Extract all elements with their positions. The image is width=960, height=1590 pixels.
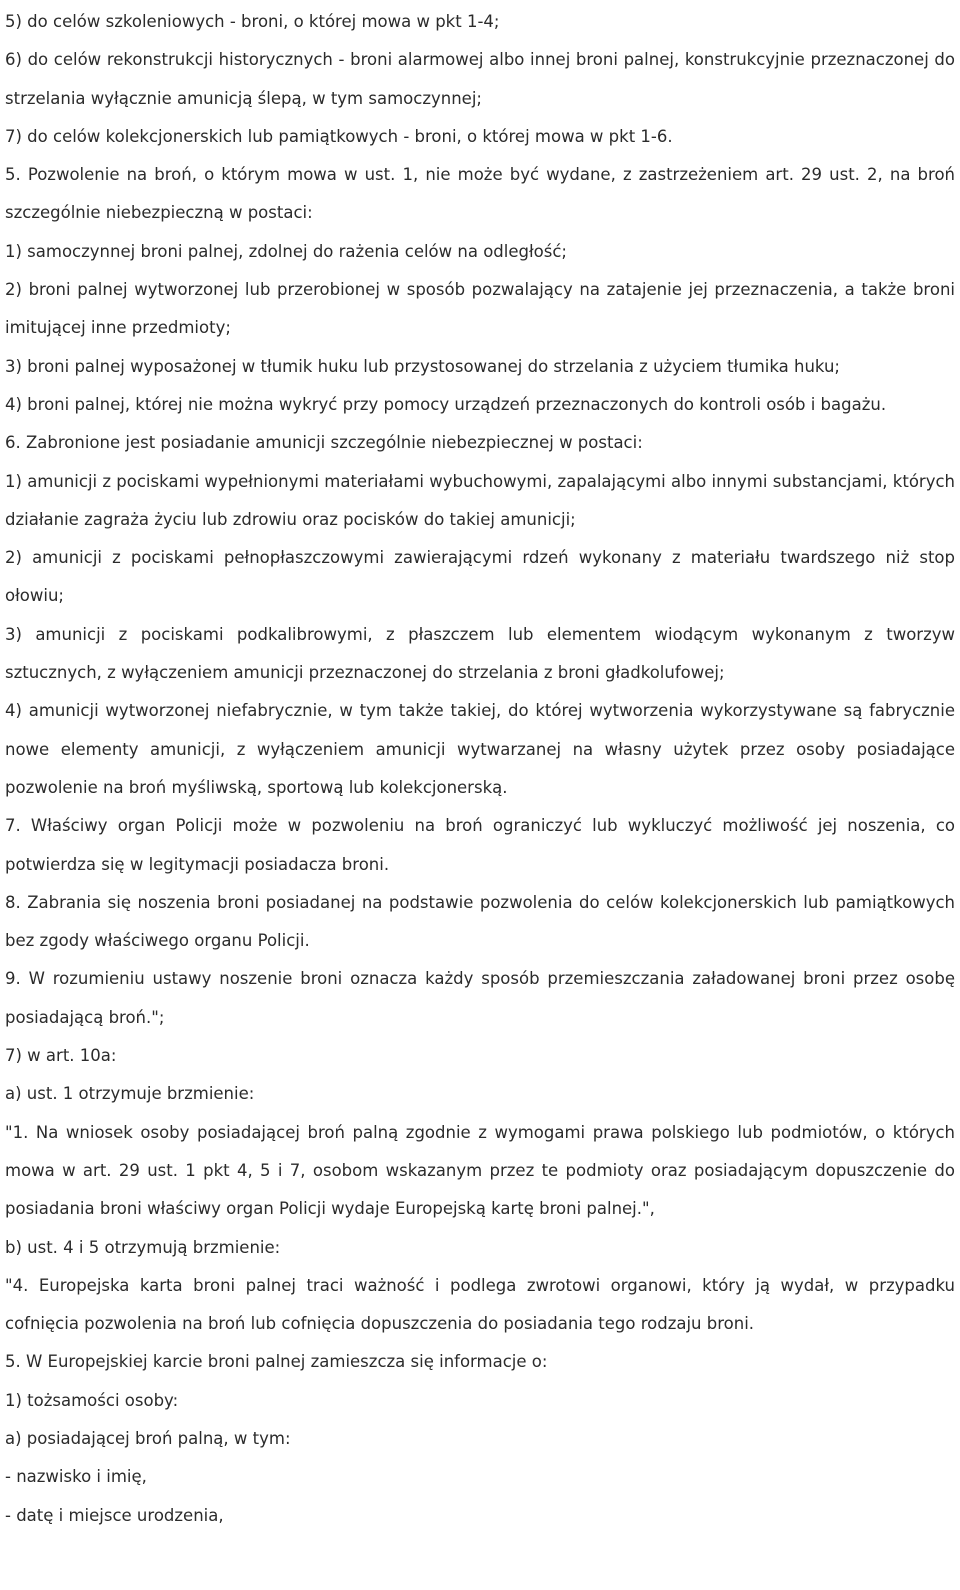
- quoted-section-4: "4. Europejska karta broni palnej traci ważność i podlega zwrotowi organowi, który ją wydał, w przypadku cofnięcia pozwolenia na broń lub cofnięcia dopuszczenia do posiadania tego rodzaju broni.: [5, 1275, 955, 1334]
- list-item-dash-name: - nazwisko i imię,: [5, 1467, 147, 1487]
- list-item-3-silencer: 3) broni palnej wyposażonej w tłumik huku lub przystosowanej do strzelania z użyciem tłumika huku;: [5, 356, 840, 376]
- list-item-7-collector: 7) do celów kolekcjonerskich lub pamiątkowych - broni, o której mowa w pkt 1-6.: [5, 126, 673, 146]
- section-9-paragraph: 9. W rozumieniu ustawy noszenie broni oznacza każdy sposób przemieszczania załadowanej broni przez osobę posiadającą broń.";: [5, 969, 955, 1027]
- list-item-a-owner: a) posiadającej broń palną, w tym:: [5, 1428, 291, 1448]
- section-6-heading: 6. Zabronione jest posiadanie amunicji szczególnie niebezpiecznej w postaci:: [5, 433, 643, 453]
- quoted-section-1: "1. Na wniosek osoby posiadającej broń palną zgodnie z wymogami prawa polskiego lub podmiotów, o których mowa w art. 29 ust. 1 pkt 4, 5 i 7, osobom wskazanym przez te podmioty oraz posiadającym dopuszczenie do posiadania broni właściwy organ Policji wydaje Europejską kartę broni palnej.",: [5, 1122, 955, 1219]
- list-item-1-explosive-ammo: 1) amunicji z pociskami wypełnionymi materiałami wybuchowymi, zapalającymi albo innymi substancjami, których działanie zagraża życiu lub zdrowiu oraz pocisków do takiej amunicji;: [5, 471, 955, 529]
- list-item-4-homemade-ammo: 4) amunicji wytworzonej niefabrycznie, w tym także takiej, do której wytworzenia wykorzystywane są fabrycznie nowe elementy amunicji, z wyłączeniem amunicji wytwarzanej na własny użytek przez osoby posiadające pozwolenie na broń myśliwską, sportową lub kolekcjonerską.: [5, 701, 955, 797]
- section-5-heading: 5. Pozwolenie na broń, o którym mowa w ust. 1, nie może być wydane, z zastrzeżeniem art. 29 ust. 2, na broń szczególnie niebezpieczną w postaci:: [5, 165, 955, 223]
- section-7-paragraph: 7. Właściwy organ Policji może w pozwoleniu na broń ograniczyć lub wykluczyć możliwość jej noszenia, co potwierdza się w legitymacji posiadacza broni.: [5, 816, 955, 874]
- list-item-4-undetectable: 4) broni palnej, której nie można wykryć przy pomocy urządzeń przeznaczonych do kontroli osób i bagażu.: [5, 394, 887, 414]
- list-item-2-concealed-firearm: 2) broni palnej wytworzonej lub przerobionej w sposób pozwalający na zatajenie jej przeznaczenia, a także broni imitującej inne przedmioty;: [5, 280, 955, 338]
- list-item-6-reenactment: 6) do celów rekonstrukcji historycznych - broni alarmowej albo innej broni palnej, konstrukcyjnie przeznaczonej do strzelania wyłącznie amunicją ślepą, w tym samoczynnej;: [5, 50, 955, 108]
- list-item-5-training: 5) do celów szkoleniowych - broni, o której mowa w pkt 1-4;: [5, 12, 500, 31]
- list-item-1-automatic-firearm: 1) samoczynnej broni palnej, zdolnej do rażenia celów na odległość;: [5, 241, 567, 261]
- amendment-letter-b: b) ust. 4 i 5 otrzymują brzmienie:: [5, 1237, 281, 1257]
- list-item-dash-birth: - datę i miejsce urodzenia,: [5, 1505, 224, 1525]
- list-item-3-subcaliber-ammo: 3) amunicji z pociskami podkalibrowymi, z płaszczem lub elementem wiodącym wykonanym z tworzyw sztucznych, z wyłączeniem amunicji przeznaczonej do strzelania z broni gładkolufowej;: [5, 624, 955, 683]
- section-8-paragraph: 8. Zabrania się noszenia broni posiadanej na podstawie pozwolenia do celów kolekcjonerskich lub pamiątkowych bez zgody właściwego organu Policji.: [5, 892, 955, 951]
- amendment-item-7: 7) w art. 10a:: [5, 1046, 117, 1066]
- amendment-letter-a: a) ust. 1 otrzymuje brzmienie:: [5, 1084, 255, 1104]
- quoted-section-5: 5. W Europejskiej karcie broni palnej zamieszcza się informacje o:: [5, 1352, 548, 1372]
- list-item-2-fmj-ammo: 2) amunicji z pociskami pełnopłaszczowymi zawierającymi rdzeń wykonany z materiału twardszego niż stop ołowiu;: [5, 548, 955, 606]
- list-item-1-identity: 1) tożsamości osoby:: [5, 1390, 179, 1410]
